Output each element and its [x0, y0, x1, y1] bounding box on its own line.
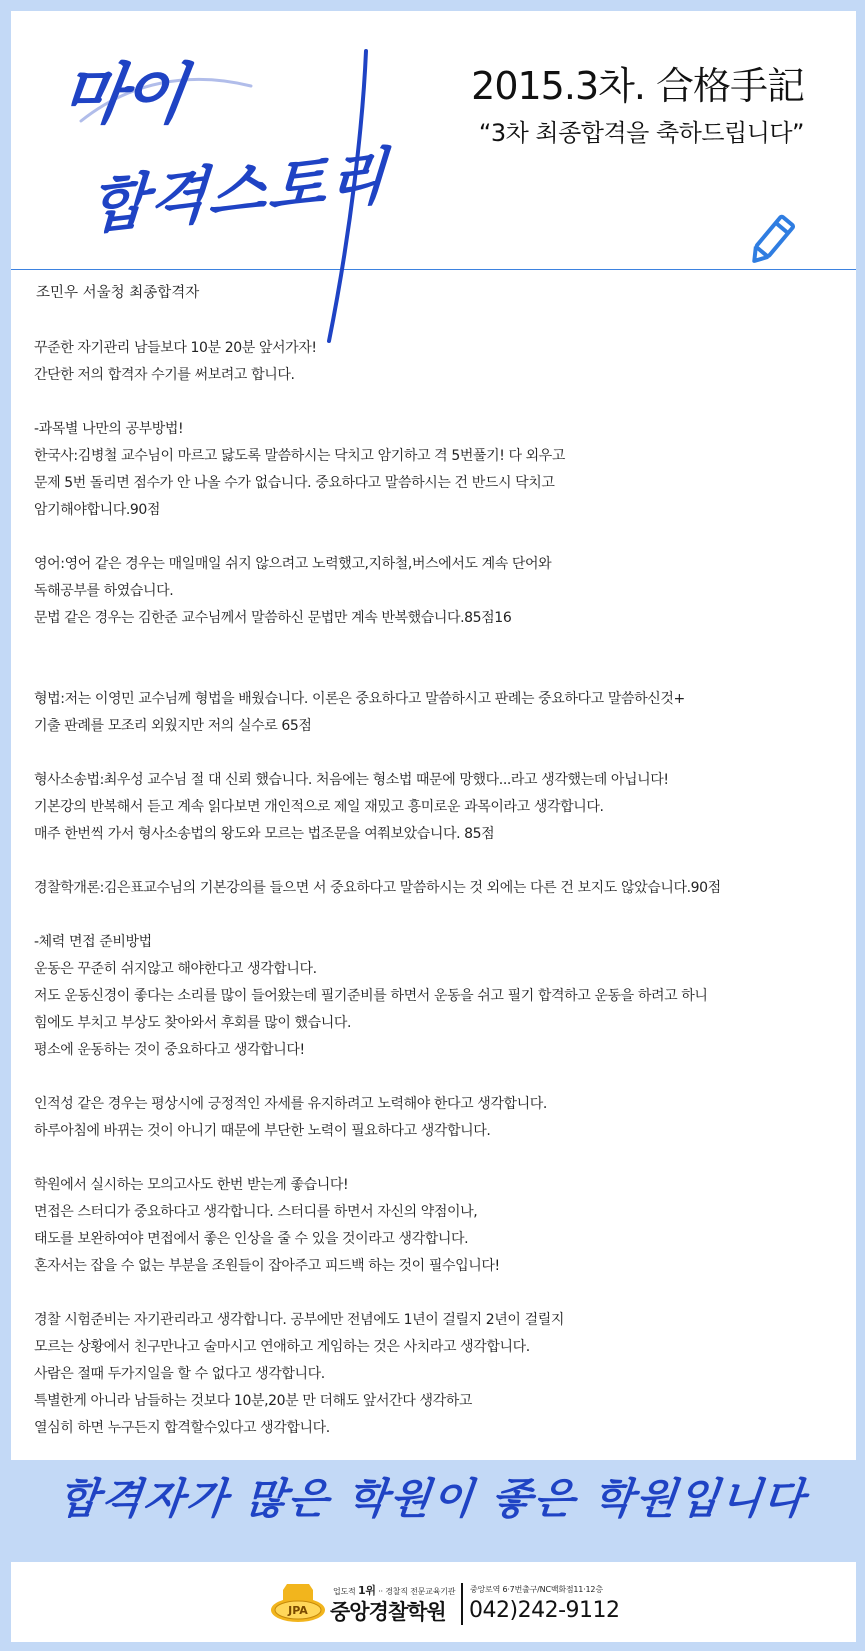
essay-line: 꾸준한 자기관리 남들보다 10분 20분 앞서가자!	[34, 340, 317, 356]
essay-line: 기출 판례를 모조리 외웠지만 저의 실수로 65점	[34, 718, 312, 734]
essay-line: 혼자서는 잡을 수 없는 부분을 조원들이 잡아주고 피드백 하는 것이 필수입니다!	[34, 1258, 500, 1274]
essay-line: 기본강의 반복해서 듣고 계속 읽다보면 개인적으로 제일 재밌고 흥미로운 과목이라고 생각합니다.	[34, 799, 604, 815]
essay-line: 독해공부를 하였습니다.	[34, 583, 174, 599]
academy-tagline: 업도적 1위 ·· 경찰직 전문교육기관	[333, 1584, 456, 1597]
blank-line	[34, 740, 834, 767]
tagline-text: 경찰직 전문교육기관	[385, 1587, 456, 1596]
page-header	[11, 11, 856, 270]
essay-line: 특별한게 아니라 남들하는 것보다 10분,20분 만 더해도 앞서간다 생각하고	[34, 1393, 472, 1409]
blank-line	[34, 659, 834, 686]
blank-line	[34, 902, 834, 929]
academy-footer	[11, 1562, 856, 1642]
essay-line: -과목별 나만의 공부방법!	[34, 421, 184, 437]
essay-line: 힘에도 부치고 부상도 찾아와서 후회를 많이 했습니다.	[34, 1015, 352, 1031]
essay-line: 학원에서 실시하는 모의고사도 한번 받는게 좋습니다!	[34, 1177, 349, 1193]
essay-line: 형법:저는 이영민 교수님께 형법을 배웠습니다. 이론은 중요하다고 말씀하시고 판례는 중요하다고 말씀하신것+	[34, 691, 685, 707]
author-line: 조민우 서울청 최종합격자	[36, 285, 200, 301]
essay-line: 문제 5번 돌리면 점수가 안 나올 수가 없습니다. 중요하다고 말씀하시는 건 반드시 닥치고	[34, 475, 555, 491]
rank-prefix: 업도적	[333, 1587, 356, 1596]
pencil-icon	[746, 213, 796, 269]
blank-line	[34, 1280, 834, 1307]
essay-line: -체력 면접 준비방법	[34, 934, 152, 950]
academy-address: 중앙로역 6·7번출구/NC백화점11·12층	[470, 1585, 603, 1594]
essay-line: 저도 운동신경이 좋다는 소리를 많이 들어왔는데 필기준비를 하면서 운동을 쉬고 필기 합격하고 운동을 하려고 하니	[34, 988, 708, 1004]
logo-line-2: 합격스토리	[86, 140, 391, 244]
footer-divider	[461, 1583, 463, 1625]
header-titles	[471, 55, 804, 148]
academy-phone[interactable]: 042)242-9112	[469, 1598, 620, 1623]
blank-line	[34, 389, 834, 416]
essay-line: 경찰학개론:김은표교수님의 기본강의를 들으면 서 중요하다고 말씀하시는 것 외에는 다른 건 보지도 않았습니다.90점	[34, 880, 721, 896]
essay-line: 문법 같은 경우는 김한준 교수님께서 말씀하신 문법만 계속 반복했습니다.85점16	[34, 610, 512, 626]
badge-label: JPA	[288, 1604, 308, 1617]
page-subtitle: “3차 최종합격을 축하드립니다”	[478, 119, 804, 147]
essay-line: 간단한 저의 합격자 수기를 써보려고 합니다.	[34, 367, 295, 383]
logo-line-1: 마이	[56, 55, 188, 133]
rank-value: 1위	[357, 1584, 376, 1597]
essay-line: 운동은 꾸준히 쉬지않고 해야한다고 생각합니다.	[34, 961, 317, 977]
blank-line	[34, 1064, 834, 1091]
essay-body	[34, 335, 834, 1442]
academy-name: 중앙경찰학원	[330, 1600, 446, 1624]
essay-line: 모르는 상황에서 친구만나고 술마시고 연애하고 게임하는 것은 사치라고 생각합니다.	[34, 1339, 530, 1355]
essay-card	[11, 11, 856, 1460]
essay-line: 매주 한번씩 가서 형사소송법의 왕도와 모르는 법조문을 여쭤보았습니다. 85점	[34, 826, 495, 842]
page-title: 2015.3차. 合格手記	[471, 64, 804, 108]
academy-badge-icon	[269, 1578, 327, 1626]
essay-line: 인적성 같은 경우는 평상시에 긍정적인 자세를 유지하려고 노력해야 한다고 생각합니다.	[34, 1096, 547, 1112]
essay-line: 암기해야합니다.90점	[34, 502, 161, 518]
essay-line: 면접은 스터디가 중요하다고 생각합니다. 스터디를 하면서 자신의 약점이나,	[34, 1204, 478, 1220]
essay-line: 한국사:김병철 교수님이 마르고 닳도록 말씀하시는 닥치고 암기하고 격 5번풀기! 다 외우고	[34, 448, 566, 464]
essay-line: 하루아침에 바뀌는 것이 아니기 때문에 부단한 노력이 필요하다고 생각합니다.	[34, 1123, 491, 1139]
blank-line	[34, 632, 834, 659]
blank-line	[34, 1145, 834, 1172]
essay-line: 태도를 보완하여야 면접에서 좋은 인상을 줄 수 있을 것이라고 생각합니다.	[34, 1231, 469, 1247]
blank-line	[34, 524, 834, 551]
slogan-banner: 합격자가 많은 학원이 좋은 학원입니다	[55, 1474, 809, 1523]
blank-line	[34, 848, 834, 875]
essay-line: 경찰 시험준비는 자기관리라고 생각합니다. 공부에만 전념에도 1년이 걸릴지 2년이 걸릴지	[34, 1312, 564, 1328]
essay-line: 사람은 절때 두가지일을 할 수 없다고 생각합니다.	[34, 1366, 325, 1382]
essay-line: 평소에 운동하는 것이 중요하다고 생각합니다!	[34, 1042, 305, 1058]
essay-line: 영어:영어 같은 경우는 매일매일 쉬지 않으려고 노력했고,지하철,버스에서도 계속 단어와	[34, 556, 552, 572]
essay-line: 열심히 하면 누구든지 합격할수있다고 생각합니다.	[34, 1420, 330, 1436]
essay-line: 형사소송법:최우성 교수님 절 대 신뢰 했습니다. 처음에는 형소법 때문에 망했다...라고 생각했는데 아닙니다!	[34, 772, 669, 788]
